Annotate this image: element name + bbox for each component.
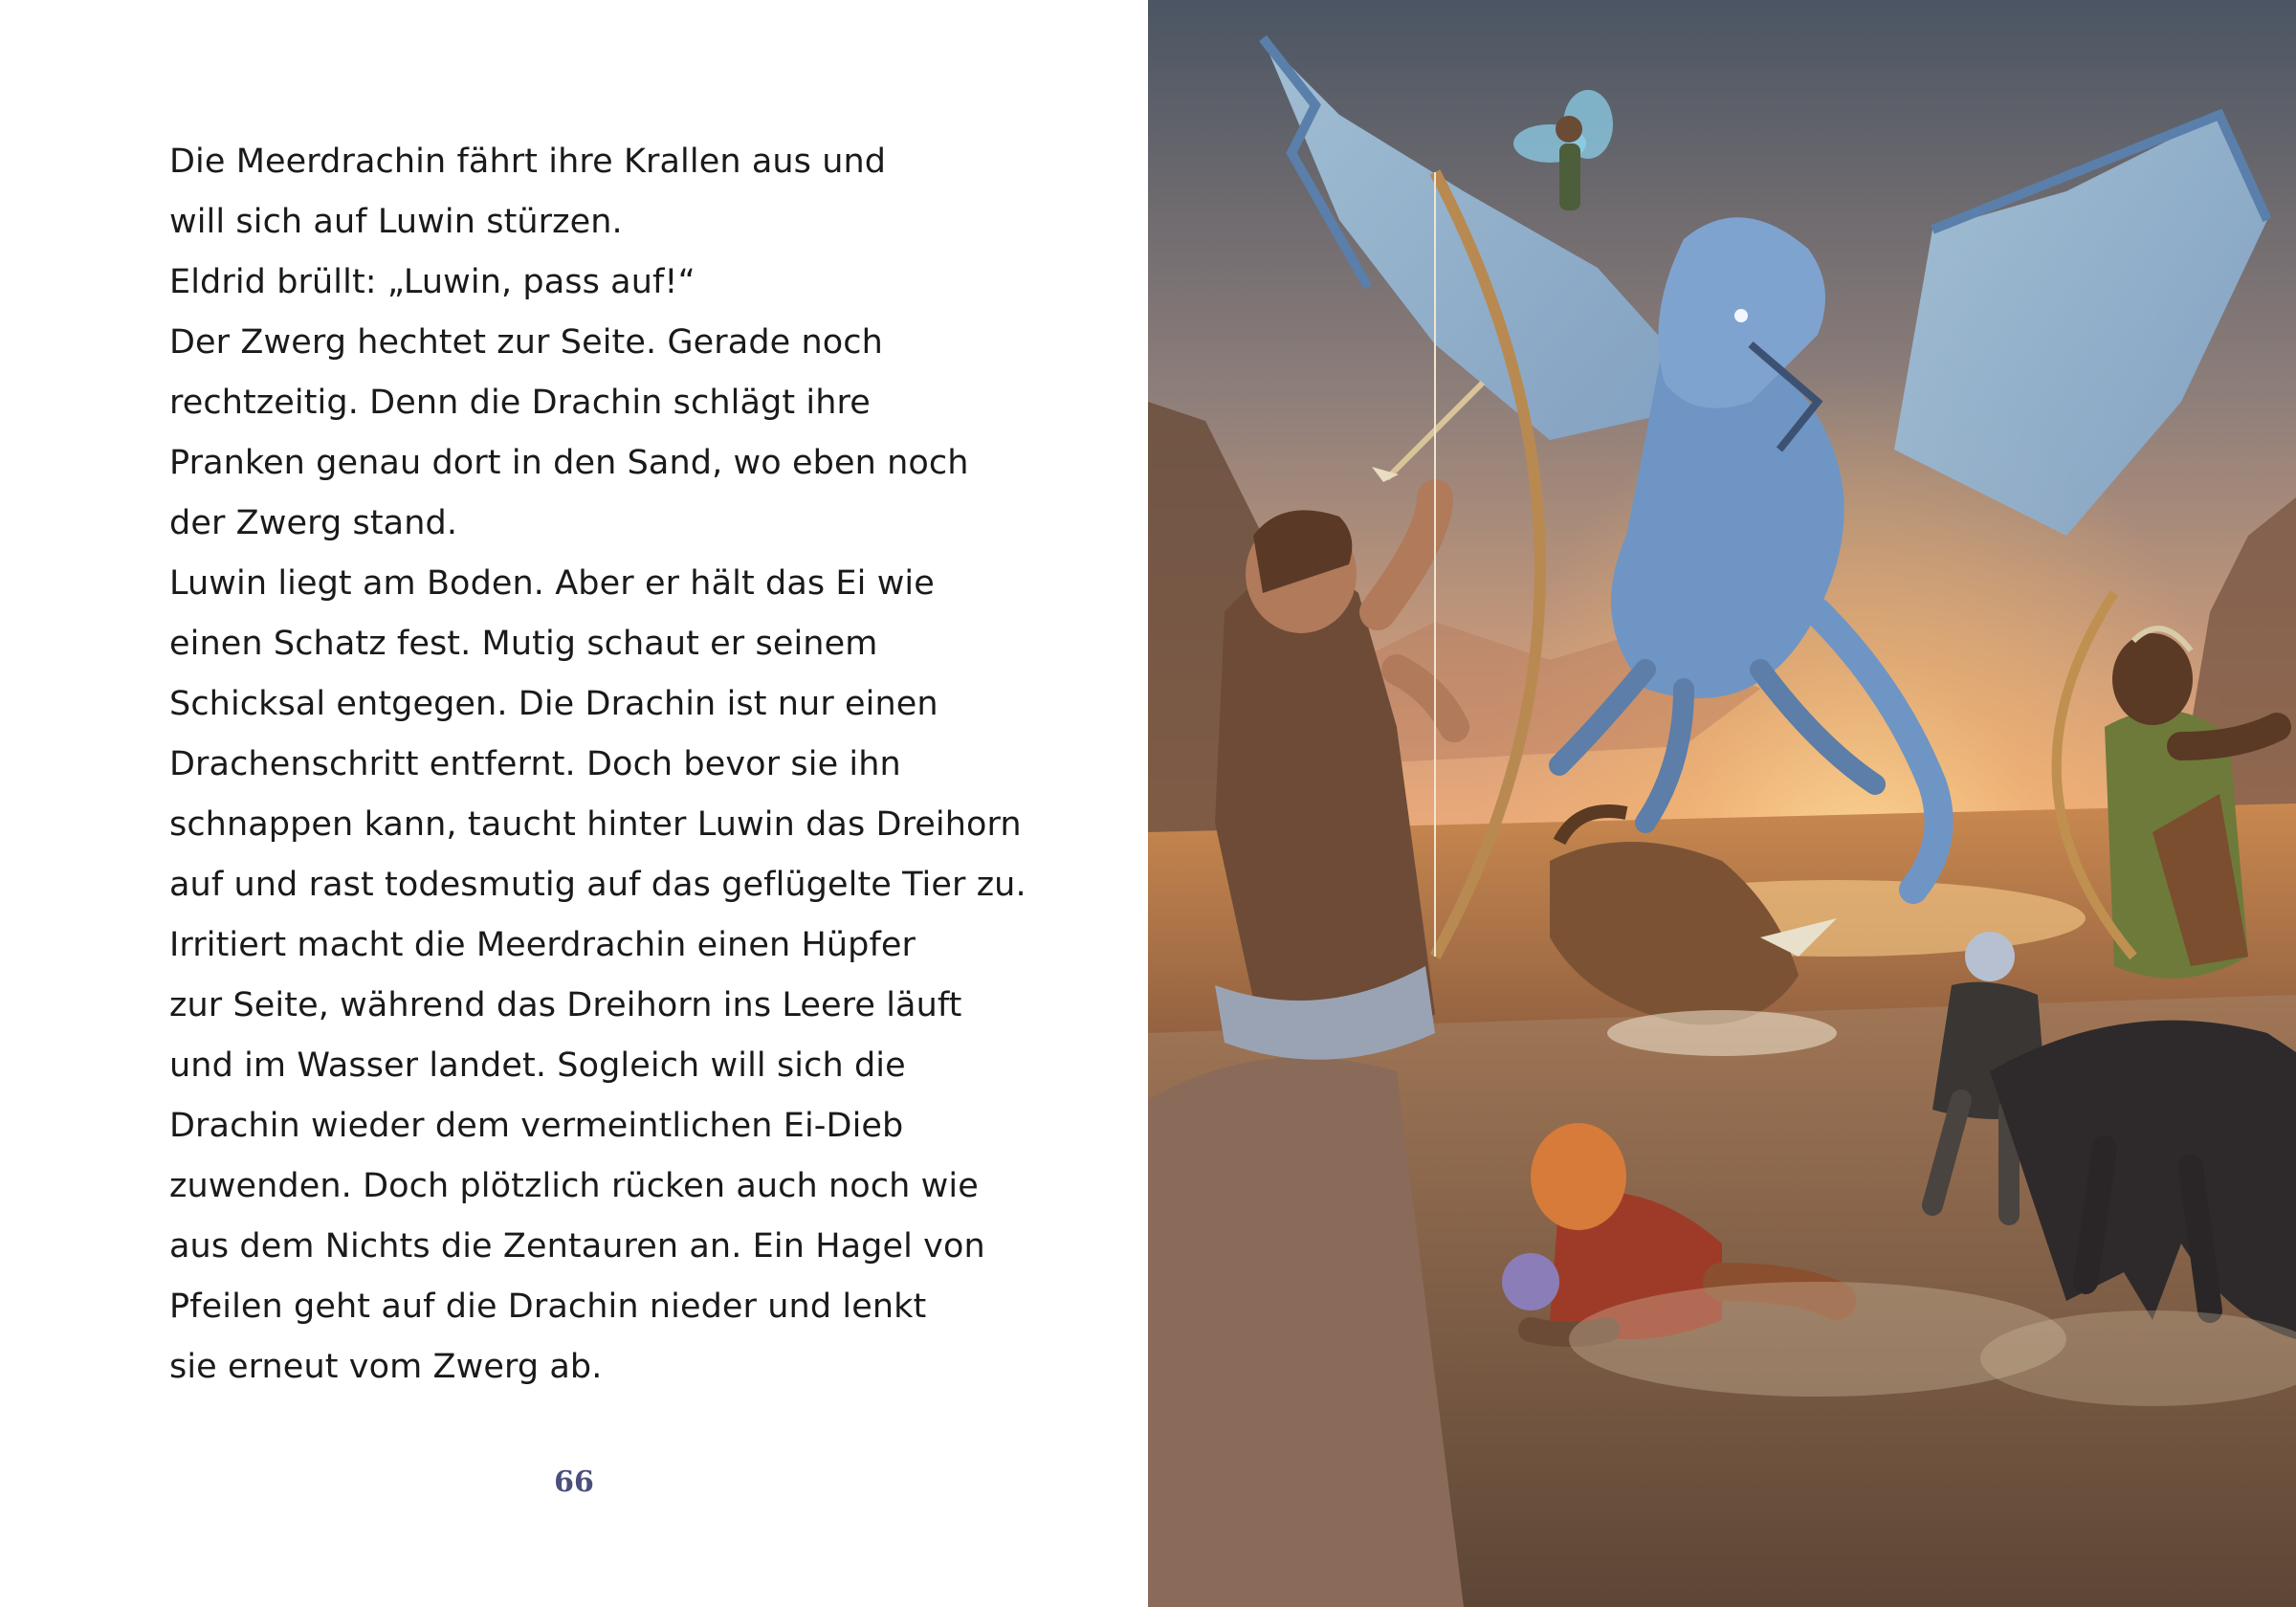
egg-icon (1502, 1253, 1559, 1310)
dragon-battle-illustration (1148, 0, 2296, 1607)
text-line: Drachin wieder dem vermeintlichen Ei-Dieb (169, 1107, 904, 1145)
text-line: Pranken genau dort in den Sand, wo eben noch (169, 444, 969, 482)
text-line: Schicksal entgegen. Die Drachin ist nur einen (169, 685, 938, 723)
text-line: zuwenden. Doch plötzlich rücken auch noch wie (169, 1167, 979, 1205)
text-line: Die Meerdrachin fährt ihre Krallen aus und (169, 143, 887, 181)
text-line: Drachenschritt entfernt. Doch bevor sie ihn (169, 745, 901, 783)
text-line: Der Zwerg hechtet zur Seite. Gerade noch (169, 323, 883, 362)
text-line: aus dem Nichts die Zentauren an. Ein Hagel von (169, 1227, 985, 1266)
text-line: der Zwerg stand. (169, 504, 458, 542)
text-line: Irritiert macht die Meerdrachin einen Hüpfer (169, 926, 916, 964)
text-line: einen Schatz fest. Mutig schaut er seinem (169, 625, 878, 663)
text-line: sie erneut vom Zwerg ab. (169, 1348, 603, 1386)
page-number: 66 (554, 1465, 594, 1499)
text-line: und im Wasser landet. Sogleich will sich die (169, 1046, 906, 1085)
story-text (169, 132, 1107, 1398)
illustration (1148, 0, 2296, 1607)
text-line: will sich auf Luwin stürzen. (169, 203, 623, 241)
text-line: Pfeilen geht auf die Drachin nieder und lenkt (169, 1288, 927, 1326)
text-line: rechtzeitig. Denn die Drachin schlägt ihre (169, 384, 871, 422)
dust-cloud (1569, 1282, 2066, 1397)
text-line: Luwin liegt am Boden. Aber er hält das Ei wie (169, 564, 935, 603)
text-line: schnappen kann, taucht hinter Luwin das Dreihorn (169, 805, 1022, 844)
text-line: Eldrid brüllt: „Luwin, pass auf!“ (169, 263, 695, 301)
text-line: zur Seite, während das Dreihorn ins Leere läuft (169, 986, 962, 1024)
text-line: auf und rast todesmutig auf das geflügelte Tier zu. (169, 866, 1027, 904)
